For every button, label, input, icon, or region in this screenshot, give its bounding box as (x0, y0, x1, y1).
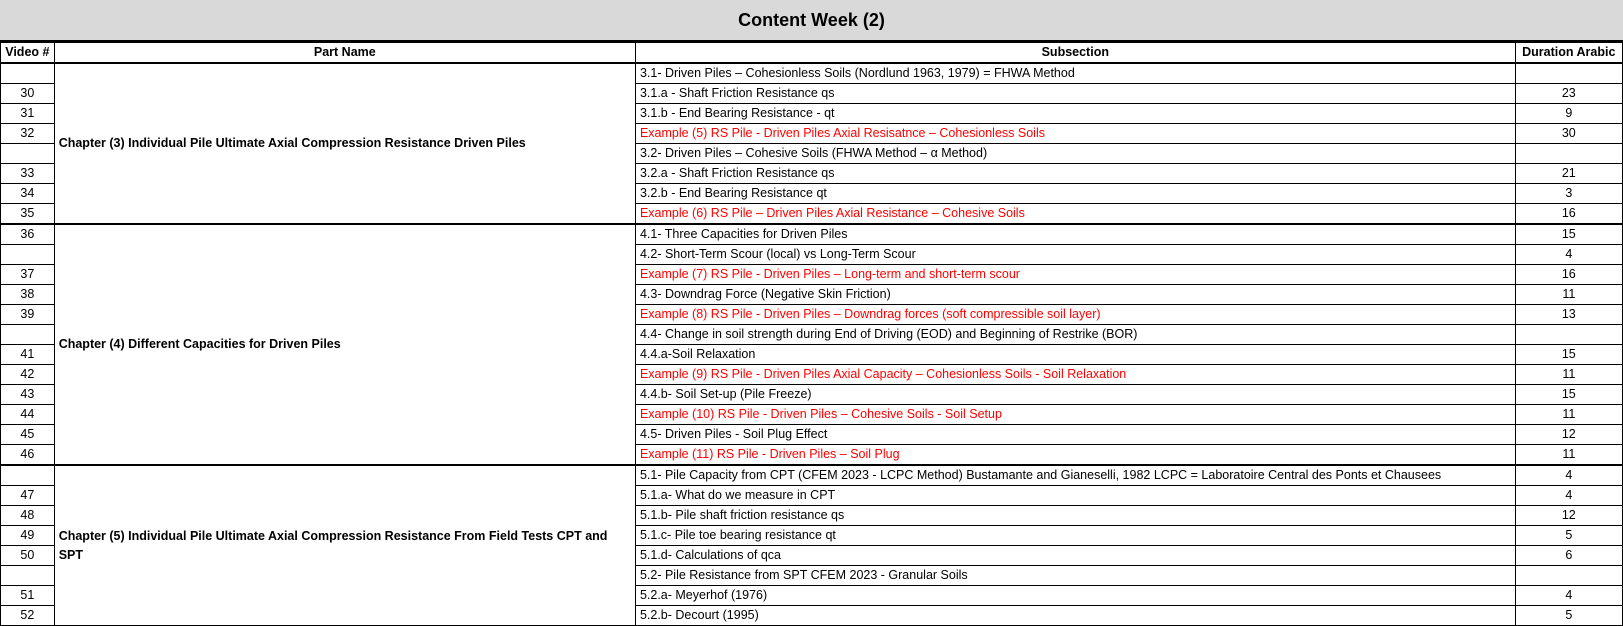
video-number-cell[interactable]: 48 (1, 506, 55, 526)
video-number-cell[interactable]: 39 (1, 305, 55, 325)
video-number-cell[interactable]: 35 (1, 204, 55, 225)
video-number-cell[interactable] (1, 325, 55, 345)
example-subsection-cell[interactable]: Example (9) RS Pile - Driven Piles Axial Capacity – Cohesionless Soils - Soil Relaxation (635, 365, 1515, 385)
duration-cell[interactable]: 23 (1515, 84, 1622, 104)
video-number-cell[interactable]: 44 (1, 405, 55, 425)
subsection-cell[interactable]: 5.1.d- Calculations of qca (635, 546, 1515, 566)
duration-cell[interactable]: 12 (1515, 425, 1622, 445)
duration-cell[interactable] (1515, 325, 1622, 345)
table-row (1, 465, 1623, 486)
duration-cell[interactable]: 3 (1515, 184, 1622, 204)
duration-cell[interactable]: 5 (1515, 606, 1622, 626)
sheet-title: Content Week (2) (0, 0, 1623, 41)
subsection-cell[interactable]: 4.5- Driven Piles - Soil Plug Effect (635, 425, 1515, 445)
example-subsection-cell[interactable]: Example (11) RS Pile - Driven Piles – Soil Plug (635, 445, 1515, 466)
subsection-cell[interactable]: 5.1- Pile Capacity from CPT (CFEM 2023 - LCPC Method) Bustamante and Gianeselli, 1982 LCPC = Laboratoire Central des Ponts et Chausees (635, 465, 1515, 486)
duration-cell[interactable]: 11 (1515, 365, 1622, 385)
duration-cell[interactable]: 5 (1515, 526, 1622, 546)
duration-cell[interactable]: 4 (1515, 245, 1622, 265)
part-name-cell[interactable]: Chapter (5) Individual Pile Ultimate Axial Compression Resistance From Field Tests CPT and SPT (54, 465, 635, 626)
header-part-name[interactable]: Part Name (54, 42, 635, 63)
video-number-cell[interactable]: 52 (1, 606, 55, 626)
subsection-cell[interactable]: 4.3- Downdrag Force (Negative Skin Friction) (635, 285, 1515, 305)
header-duration[interactable]: Duration Arabic (1515, 42, 1622, 63)
part-name-cell[interactable]: Chapter (3) Individual Pile Ultimate Axial Compression Resistance Driven Piles (54, 63, 635, 224)
example-subsection-cell[interactable]: Example (5) RS Pile - Driven Piles Axial Resisatnce – Cohesionless Soils (635, 124, 1515, 144)
subsection-cell[interactable]: 5.1.a- What do we measure in CPT (635, 486, 1515, 506)
video-number-cell[interactable] (1, 63, 55, 84)
duration-cell[interactable] (1515, 144, 1622, 164)
header-video[interactable]: Video # (1, 42, 55, 63)
duration-cell[interactable]: 11 (1515, 445, 1622, 466)
video-number-cell[interactable]: 41 (1, 345, 55, 365)
subsection-cell[interactable]: 3.2.a - Shaft Friction Resistance qs (635, 164, 1515, 184)
subsection-cell[interactable]: 5.1.b- Pile shaft friction resistance qs (635, 506, 1515, 526)
duration-cell[interactable]: 9 (1515, 104, 1622, 124)
subsection-cell[interactable]: 3.2- Driven Piles – Cohesive Soils (FHWA Method – α Method) (635, 144, 1515, 164)
duration-cell[interactable]: 15 (1515, 224, 1622, 245)
subsection-cell[interactable]: 5.2.b- Decourt (1995) (635, 606, 1515, 626)
video-number-cell[interactable]: 32 (1, 124, 55, 144)
example-subsection-cell[interactable]: Example (10) RS Pile - Driven Piles – Cohesive Soils - Soil Setup (635, 405, 1515, 425)
subsection-cell[interactable]: 3.2.b - End Bearing Resistance qt (635, 184, 1515, 204)
header-subsection[interactable]: Subsection (635, 42, 1515, 63)
duration-cell[interactable]: 16 (1515, 204, 1622, 225)
part-name-cell[interactable]: Chapter (4) Different Capacities for Driven Piles (54, 224, 635, 465)
duration-cell[interactable]: 11 (1515, 285, 1622, 305)
video-number-cell[interactable]: 50 (1, 546, 55, 566)
video-number-cell[interactable]: 42 (1, 365, 55, 385)
subsection-cell[interactable]: 3.1- Driven Piles – Cohesionless Soils (Nordlund 1963, 1979) = FHWA Method (635, 63, 1515, 84)
video-number-cell[interactable]: 33 (1, 164, 55, 184)
example-subsection-cell[interactable]: Example (7) RS Pile - Driven Piles – Long-term and short-term scour (635, 265, 1515, 285)
video-number-cell[interactable]: 30 (1, 84, 55, 104)
video-number-cell[interactable]: 45 (1, 425, 55, 445)
video-number-cell[interactable]: 37 (1, 265, 55, 285)
video-number-cell[interactable]: 38 (1, 285, 55, 305)
example-subsection-cell[interactable]: Example (6) RS Pile – Driven Piles Axial Resistance – Cohesive Soils (635, 204, 1515, 225)
duration-cell[interactable]: 4 (1515, 465, 1622, 486)
video-number-cell[interactable] (1, 465, 55, 486)
video-number-cell[interactable]: 47 (1, 486, 55, 506)
duration-cell[interactable]: 4 (1515, 586, 1622, 606)
duration-cell[interactable]: 15 (1515, 385, 1622, 405)
example-subsection-cell[interactable]: Example (8) RS Pile - Driven Piles – Downdrag forces (soft compressible soil layer) (635, 305, 1515, 325)
subsection-cell[interactable]: 3.1.b - End Bearing Resistance - qt (635, 104, 1515, 124)
video-number-cell[interactable] (1, 245, 55, 265)
duration-cell[interactable] (1515, 566, 1622, 586)
duration-cell[interactable]: 13 (1515, 305, 1622, 325)
subsection-cell[interactable]: 4.4.b- Soil Set-up (Pile Freeze) (635, 385, 1515, 405)
subsection-cell[interactable]: 3.1.a - Shaft Friction Resistance qs (635, 84, 1515, 104)
duration-cell[interactable]: 15 (1515, 345, 1622, 365)
duration-cell[interactable]: 30 (1515, 124, 1622, 144)
subsection-cell[interactable]: 4.4- Change in soil strength during End of Driving (EOD) and Beginning of Restrike (BOR) (635, 325, 1515, 345)
video-number-cell[interactable]: 36 (1, 224, 55, 245)
table-body (1, 63, 1623, 626)
duration-cell[interactable] (1515, 63, 1622, 84)
content-table (0, 41, 1623, 626)
video-number-cell[interactable]: 43 (1, 385, 55, 405)
duration-cell[interactable]: 6 (1515, 546, 1622, 566)
subsection-cell[interactable]: 5.1.c- Pile toe bearing resistance qt (635, 526, 1515, 546)
video-number-cell[interactable]: 34 (1, 184, 55, 204)
subsection-cell[interactable]: 5.2.a- Meyerhof (1976) (635, 586, 1515, 606)
video-number-cell[interactable] (1, 144, 55, 164)
table-row (1, 63, 1623, 84)
subsection-cell[interactable]: 4.1- Three Capacities for Driven Piles (635, 224, 1515, 245)
subsection-cell[interactable]: 4.2- Short-Term Scour (local) vs Long-Term Scour (635, 245, 1515, 265)
header-row (1, 42, 1623, 63)
duration-cell[interactable]: 16 (1515, 265, 1622, 285)
subsection-cell[interactable]: 4.4.a-Soil Relaxation (635, 345, 1515, 365)
video-number-cell[interactable]: 49 (1, 526, 55, 546)
duration-cell[interactable]: 21 (1515, 164, 1622, 184)
table-row (1, 224, 1623, 245)
subsection-cell[interactable]: 5.2- Pile Resistance from SPT CFEM 2023 - Granular Soils (635, 566, 1515, 586)
duration-cell[interactable]: 4 (1515, 486, 1622, 506)
video-number-cell[interactable]: 51 (1, 586, 55, 606)
video-number-cell[interactable] (1, 566, 55, 586)
video-number-cell[interactable]: 46 (1, 445, 55, 466)
video-number-cell[interactable]: 31 (1, 104, 55, 124)
duration-cell[interactable]: 12 (1515, 506, 1622, 526)
duration-cell[interactable]: 11 (1515, 405, 1622, 425)
